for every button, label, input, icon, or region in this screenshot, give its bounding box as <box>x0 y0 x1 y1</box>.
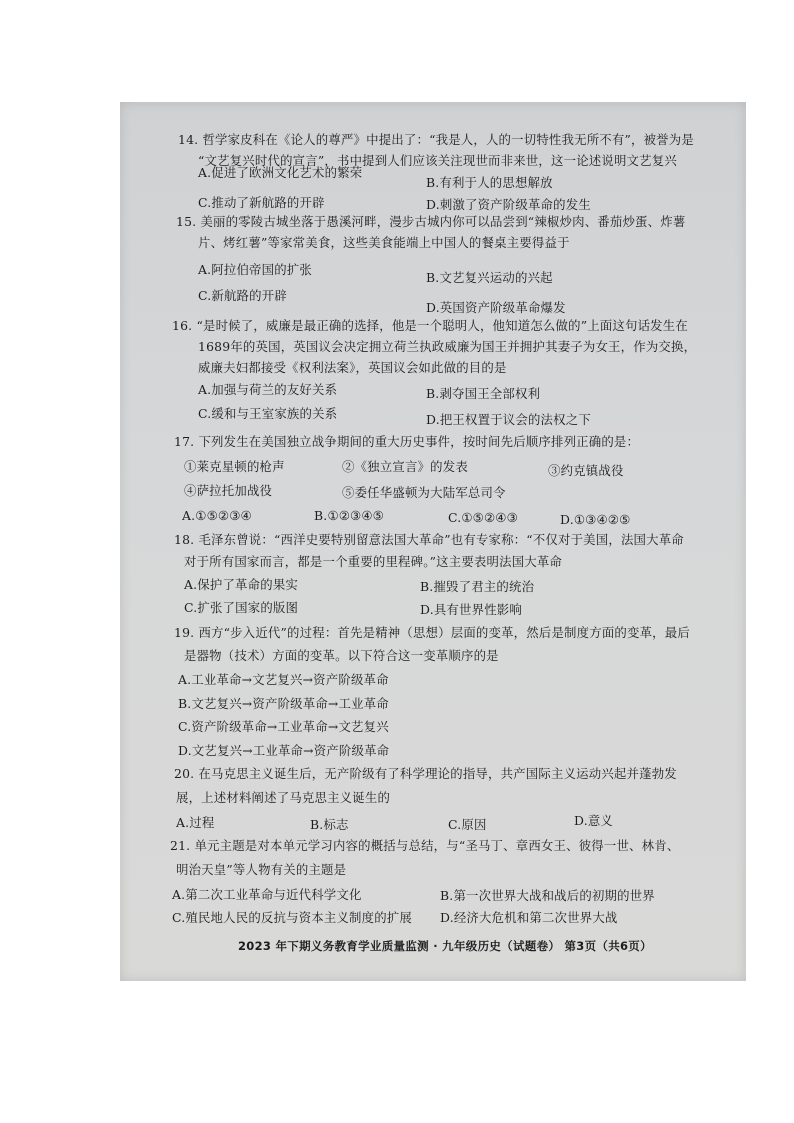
question-21-stem-line-1: 21. 单元主题是对本单元学习内容的概括与总结，与“圣马丁、章西女王、彼得一世、林肯、 <box>170 838 680 853</box>
question-17-item-3: ③约克镇战役 <box>548 463 624 478</box>
question-18-option-b: B.摧毁了君主的统治 <box>420 579 535 594</box>
question-17-option-a: A.①⑤②③④ <box>182 508 252 523</box>
question-19-option-c: C.资产阶级革命→工业革命→文艺复兴 <box>178 719 389 734</box>
question-20-option-b: B.标志 <box>310 817 349 832</box>
question-17-option-c: C.①⑤②④③ <box>448 510 518 525</box>
question-14-option-d: D.刺激了资产阶级革命的发生 <box>426 197 591 212</box>
question-18-option-a: A.保护了革命的果实 <box>184 577 299 592</box>
question-20-option-d: D.意义 <box>574 813 614 828</box>
question-21-option-b: B.第一次世界大战和战后的初期的世界 <box>440 888 655 903</box>
question-17-item-4: ④萨拉托加战役 <box>184 483 273 498</box>
question-20-stem-line-1: 20. 在马克思主义诞生后，无产阶级有了科学理论的指导，共产国际主义运动兴起并蓬勃发 <box>174 766 677 781</box>
question-17-stem-line-1: 17. 下列发生在美国独立战争期间的重大历史事件，按时间先后顺序排列正确的是： <box>174 434 640 449</box>
question-17-item-5: ⑤委任华盛顿为大陆军总司令 <box>342 485 506 500</box>
exam-paper-sheet <box>120 102 746 981</box>
question-16-stem-line-3: 威廉夫妇都接受《权利法案》，英国议会如此做的目的是 <box>198 360 507 375</box>
question-21-option-a: A.第二次工业革命与近代科学文化 <box>172 887 362 902</box>
question-19-option-b: B.文艺复兴→资产阶级革命→工业革命 <box>178 696 389 711</box>
question-15-stem-line-2: 片、烤红薯”等家常美食，这些美食能端上中国人的餐桌主要得益于 <box>198 235 570 250</box>
question-18-stem-line-2: 对于所有国家而言，都是一个重要的里程碑。”这主要表明法国大革命 <box>184 554 563 569</box>
question-20-stem-line-2: 展，上述材料阐述了马克思主义诞生的 <box>176 790 391 805</box>
question-17-option-d: D.①③④②⑤ <box>560 512 631 527</box>
question-16-option-b: B.剥夺国王全部权利 <box>426 386 541 401</box>
question-19-stem-line-1: 19. 西方“步入近代”的过程：首先是精神（思想）层面的变革，然后是制度方面的变革，最后 <box>174 625 690 640</box>
question-20-option-a: A.过程 <box>176 815 215 830</box>
question-18-stem-line-1: 18. 毛泽东曾说：“西洋史要特别留意法国大革命”也有专家称：“不仅对于美国，法国大革命 <box>174 532 684 547</box>
question-19-option-d: D.文艺复兴→工业革命→资产阶级革命 <box>178 743 390 758</box>
question-16-option-a: A.加强与荷兰的友好关系 <box>198 382 338 397</box>
question-19-stem-line-2: 是器物（技术）方面的变革。以下符合这一变革顺序的是 <box>184 648 499 663</box>
question-15-option-b: B.文艺复兴运动的兴起 <box>426 270 553 285</box>
question-21-stem-line-2: 明治天皇”等人物有关的主题是 <box>176 862 347 877</box>
question-16-option-d: D.把王权置于议会的法权之下 <box>426 412 591 427</box>
question-15-option-c: C.新航路的开辟 <box>198 288 287 303</box>
question-19-option-a: A.工业革命→文艺复兴→资产阶级革命 <box>178 672 389 687</box>
question-14-stem-line-2: “文艺复兴时代的宣言”，书中提到人们应该关注现世而非来世，这一论述说明文艺复兴 <box>198 153 677 168</box>
question-16-option-c: C.缓和与王室家族的关系 <box>198 406 338 421</box>
question-18-option-c: C.扩张了国家的版图 <box>184 600 299 615</box>
question-15-option-a: A.阿拉伯帝国的扩张 <box>198 262 313 277</box>
question-14-option-b: B.有利于人的思想解放 <box>426 175 553 190</box>
question-21-option-c: C.殖民地人民的反抗与资本主义制度的扩展 <box>172 910 413 925</box>
question-17-item-1: ①莱克星顿的枪声 <box>184 459 285 474</box>
question-14-option-c: C.推动了新航路的开辟 <box>198 195 325 210</box>
question-15-stem-line-1: 15. 美丽的零陵古城坐落于愚溪河畔，漫步古城内你可以品尝到“辣椒炒肉、番茄炒蛋、炸薯 <box>176 214 686 229</box>
question-16-stem-line-2: 1689年的英国，英国议会决定拥立荷兰执政威廉为国王并拥护其妻子为女王，作为交换， <box>198 339 697 354</box>
question-18-option-d: D.具有世界性影响 <box>420 602 522 617</box>
question-16-stem-line-1: 16. “是时候了，威廉是最正确的选择，他是一个聪明人，他知道怎么做的”上面这句话发生在 <box>172 318 688 333</box>
question-17-item-2: ②《独立宣言》的发表 <box>342 459 468 474</box>
question-15-option-d: D.英国资产阶级革命爆发 <box>426 300 566 315</box>
question-14-option-a: A.促进了欧洲文化艺术的繁荣 <box>198 165 363 180</box>
question-17-option-b: B.①②③④⑤ <box>314 508 384 523</box>
page-footer: 2023 年下期义务教育学业质量监测 · 九年级历史（试题卷） 第3页（共6页） <box>238 939 652 953</box>
question-14-stem-line-1: 14. 哲学家皮科在《论人的尊严》中提出了：“我是人，人的一切特性我无所不有”，被誉为是 <box>178 132 694 147</box>
question-20-option-c: C.原因 <box>448 817 487 832</box>
question-21-option-d: D.经济大危机和第二次世界大战 <box>440 910 618 925</box>
